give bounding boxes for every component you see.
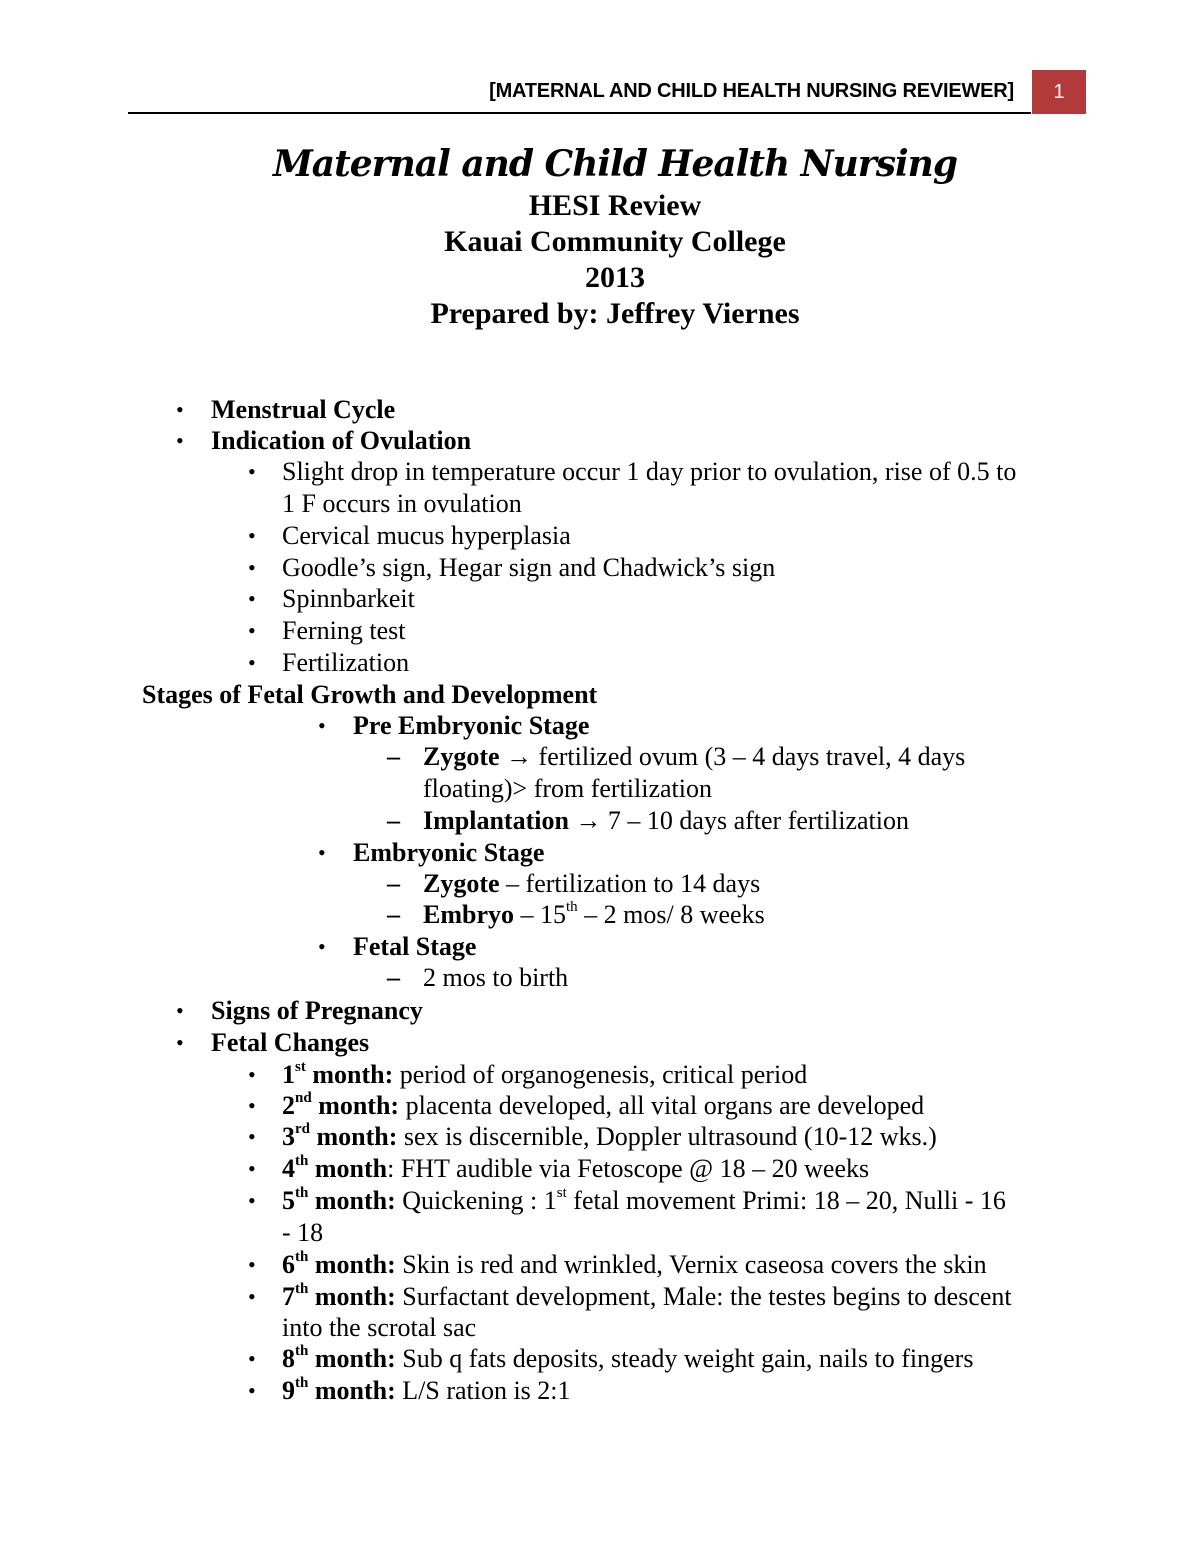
- month-number: 4: [282, 1154, 295, 1183]
- ovulation-item-4: Spinnbarkeit: [282, 584, 415, 613]
- bullet-icon: •: [248, 618, 256, 643]
- month-number: 7: [282, 1282, 295, 1311]
- bullet-icon: •: [176, 397, 184, 422]
- month-sup: nd: [295, 1090, 312, 1107]
- month-item-4: [282, 1153, 869, 1184]
- document-title: Maternal and Child Health Nursing: [272, 143, 958, 185]
- month-label: month:: [318, 1091, 400, 1120]
- month-text: : FHT audible via Fetoscope @ 18 – 20 weeks: [387, 1154, 870, 1183]
- ovulation-item-2: Cervical mucus hyperplasia: [282, 521, 571, 550]
- subtitle-year: 2013: [585, 261, 645, 294]
- title-block: [0, 140, 1200, 332]
- month-text: Sub q fats deposits, steady weight gain, nails to fingers: [402, 1344, 974, 1373]
- month-item-3: [282, 1121, 937, 1152]
- dash-icon: –: [387, 963, 400, 992]
- month-number: 6: [282, 1250, 295, 1279]
- zygote-text: fertilized ovum (3 – 4 days travel, 4 days: [538, 742, 966, 771]
- implantation-text: 7 – 10 days after fertilization: [607, 806, 909, 835]
- month-item-1: [282, 1059, 807, 1090]
- dash-icon: –: [387, 742, 400, 771]
- zygote2-text: – fertilization to 14 days: [506, 869, 761, 898]
- month-item-7: [282, 1281, 1012, 1312]
- item-indication-ovulation: Indication of Ovulation: [211, 426, 472, 455]
- stage-pre-embryonic: Pre Embryonic Stage: [353, 711, 590, 740]
- month-label: month:: [316, 1122, 398, 1151]
- month-sup: th: [295, 1375, 309, 1392]
- month-sup: st: [295, 1059, 306, 1076]
- month-text: placenta developed, all vital organs are developed: [405, 1091, 925, 1120]
- bullet-icon: •: [318, 840, 326, 865]
- month-text: L/S ration is 2:1: [402, 1376, 571, 1405]
- dash-icon: –: [387, 869, 400, 898]
- month-label: month:: [314, 1376, 396, 1405]
- month-text: sex is discernible, Doppler ultrasound (10-12 wks.): [403, 1122, 937, 1151]
- bullet-icon: •: [248, 1284, 256, 1309]
- month-item-5-cont: - 18: [282, 1218, 324, 1247]
- header-rule: [128, 112, 1031, 114]
- bullet-icon: •: [248, 1124, 256, 1149]
- month-text: Skin is red and wrinkled, Vernix caseosa covers the skin: [402, 1250, 987, 1279]
- zygote-line: [423, 741, 965, 772]
- bullet-icon: •: [248, 523, 256, 548]
- month-number: 9: [282, 1376, 295, 1405]
- ovulation-item-1-cont: 1 F occurs in ovulation: [282, 489, 522, 518]
- bullet-icon: •: [248, 1252, 256, 1277]
- month-item-5: [282, 1185, 1006, 1216]
- bullet-icon: •: [176, 998, 184, 1023]
- month-label: month:: [314, 1250, 396, 1279]
- month-label: month:: [314, 1344, 396, 1373]
- ovulation-item-6: Fertilization: [282, 648, 410, 677]
- item-fetal-changes: Fetal Changes: [211, 1028, 370, 1057]
- zygote-line-cont: floating)> from fertilization: [423, 774, 713, 803]
- fetal-stage-text: 2 mos to birth: [423, 963, 569, 992]
- bullet-icon: •: [176, 1030, 184, 1055]
- embryo-line: [423, 899, 765, 930]
- month-item-2: [282, 1090, 924, 1121]
- zygote2-line: [423, 868, 760, 899]
- month-label: month: [314, 1154, 388, 1183]
- stage-fetal: Fetal Stage: [353, 932, 477, 961]
- month-label: month:: [314, 1186, 396, 1215]
- month-number: 3: [282, 1122, 295, 1151]
- month-text-sup: st: [556, 1185, 567, 1202]
- implantation-line: [423, 805, 909, 836]
- month-text: period of organogenesis, critical period: [399, 1060, 808, 1089]
- month-item-7-cont: into the scrotal sac: [282, 1313, 477, 1342]
- embryo-text-b: – 2 mos/ 8 weeks: [584, 900, 765, 929]
- arrow-icon: →: [575, 806, 602, 835]
- bullet-icon: •: [248, 1188, 256, 1213]
- item-signs-of-pregnancy: Signs of Pregnancy: [211, 996, 423, 1025]
- zygote-label: Zygote: [423, 742, 500, 771]
- bullet-icon: •: [248, 650, 256, 675]
- stage-embryonic: Embryonic Stage: [353, 838, 545, 867]
- month-text: Surfactant development, Male: the testes begins to descent: [402, 1282, 1012, 1311]
- month-number: 1: [282, 1060, 295, 1089]
- month-number: 2: [282, 1091, 295, 1120]
- month-number: 8: [282, 1344, 295, 1373]
- dash-icon: –: [387, 806, 400, 835]
- subtitle-author: Prepared by: Jeffrey Viernes: [430, 297, 800, 330]
- subtitle-college: Kauai Community College: [444, 225, 786, 258]
- page-number: 1: [1053, 80, 1065, 103]
- month-sup: th: [295, 1343, 309, 1360]
- month-text: Quickening : 1: [402, 1186, 557, 1215]
- page-header: [128, 70, 1086, 114]
- bullet-icon: •: [318, 934, 326, 959]
- page-number-box: [1032, 70, 1086, 114]
- section-heading-fetal-growth: Stages of Fetal Growth and Development: [142, 680, 598, 709]
- bullet-icon: •: [248, 1062, 256, 1087]
- month-sup: th: [295, 1185, 309, 1202]
- month-item-8: [282, 1343, 973, 1374]
- bullet-icon: •: [248, 555, 256, 580]
- ovulation-item-3: Goodle’s sign, Hegar sign and Chadwick’s sign: [282, 553, 776, 582]
- month-label: month:: [312, 1060, 394, 1089]
- bullet-icon: •: [248, 1378, 256, 1403]
- embryo-sup: th: [566, 899, 578, 916]
- zygote2-label: Zygote: [423, 869, 500, 898]
- bullet-icon: •: [248, 1093, 256, 1118]
- bullet-icon: •: [248, 586, 256, 611]
- subtitle-hesi: HESI Review: [528, 189, 702, 222]
- month-item-9: [282, 1375, 571, 1406]
- ovulation-item-5: Ferning test: [282, 616, 406, 645]
- month-number: 5: [282, 1186, 295, 1215]
- ovulation-item-1: Slight drop in temperature occur 1 day prior to ovulation, rise of 0.5 to: [282, 457, 1017, 486]
- bullet-icon: •: [248, 459, 256, 484]
- dash-icon: –: [387, 900, 400, 929]
- bullet-icon: •: [248, 1346, 256, 1371]
- embryo-text-a: – 15: [520, 900, 566, 929]
- item-menstrual-cycle: Menstrual Cycle: [211, 395, 396, 424]
- bullet-icon: •: [318, 713, 326, 738]
- implantation-label: Implantation: [423, 806, 569, 835]
- embryo-label: Embryo: [423, 900, 514, 929]
- month-item-6: [282, 1249, 987, 1280]
- month-sup: th: [295, 1153, 309, 1170]
- bullet-icon: •: [176, 428, 184, 453]
- arrow-icon: →: [506, 742, 533, 771]
- bullet-icon: •: [248, 1156, 256, 1181]
- header-title: [MATERNAL AND CHILD HEALTH NURSING REVIEWER]: [489, 80, 1014, 102]
- month-label: month:: [314, 1282, 396, 1311]
- month-sup: rd: [295, 1121, 310, 1138]
- month-text-b: fetal movement Primi: 18 – 20, Nulli - 16: [573, 1186, 1006, 1215]
- month-sup: th: [295, 1249, 309, 1266]
- month-sup: th: [295, 1281, 309, 1298]
